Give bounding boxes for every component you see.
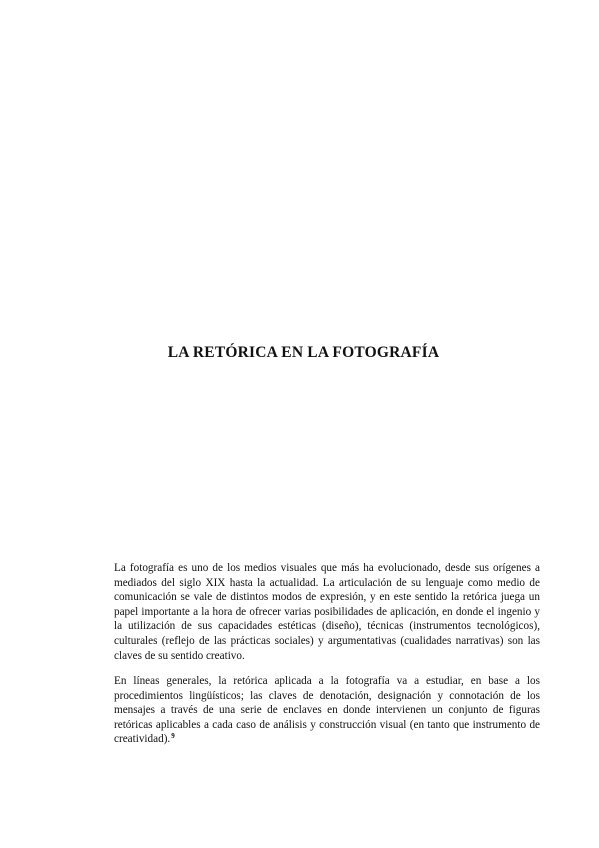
footnote-reference[interactable]: 9 — [171, 731, 175, 740]
document-title: LA RETÓRICA EN LA FOTOGRAFÍA — [167, 344, 440, 361]
paragraph-2-text: En líneas generales, la retórica aplicada a la fotografía va a estudiar, en base a los procedimientos lingüísticos; las claves de denotación, designación y connotación de los mensajes a través de una serie de enclaves en donde intervienen un conjunto de figuras retóricas aplicables a cada caso de análisis y construcción visual (en tanto que instrumento de creatividad). — [114, 675, 540, 746]
paragraph-1-text: La fotografía es uno de los medios visuales que más ha evolucionado, desde sus orígenes a mediados del siglo XIX hasta la actualidad. La articulación de su lenguaje como medio de comunicación se vale de distintos modos de expresión, y en este sentido la retórica juega un papel importante a la hora de ofrecer varias posibilidades de aplicación, en donde el ingenio y la utilización de sus capacidades estéticas (diseño), técnicas (instrumentos tecnológicos), culturales (reflejo de las prácticas sociales) y argumentativas (cualidades narrativas) son las claves de su sentido creativo. — [114, 562, 540, 662]
paragraph-1 — [114, 561, 540, 663]
paragraph-2 — [114, 674, 540, 747]
